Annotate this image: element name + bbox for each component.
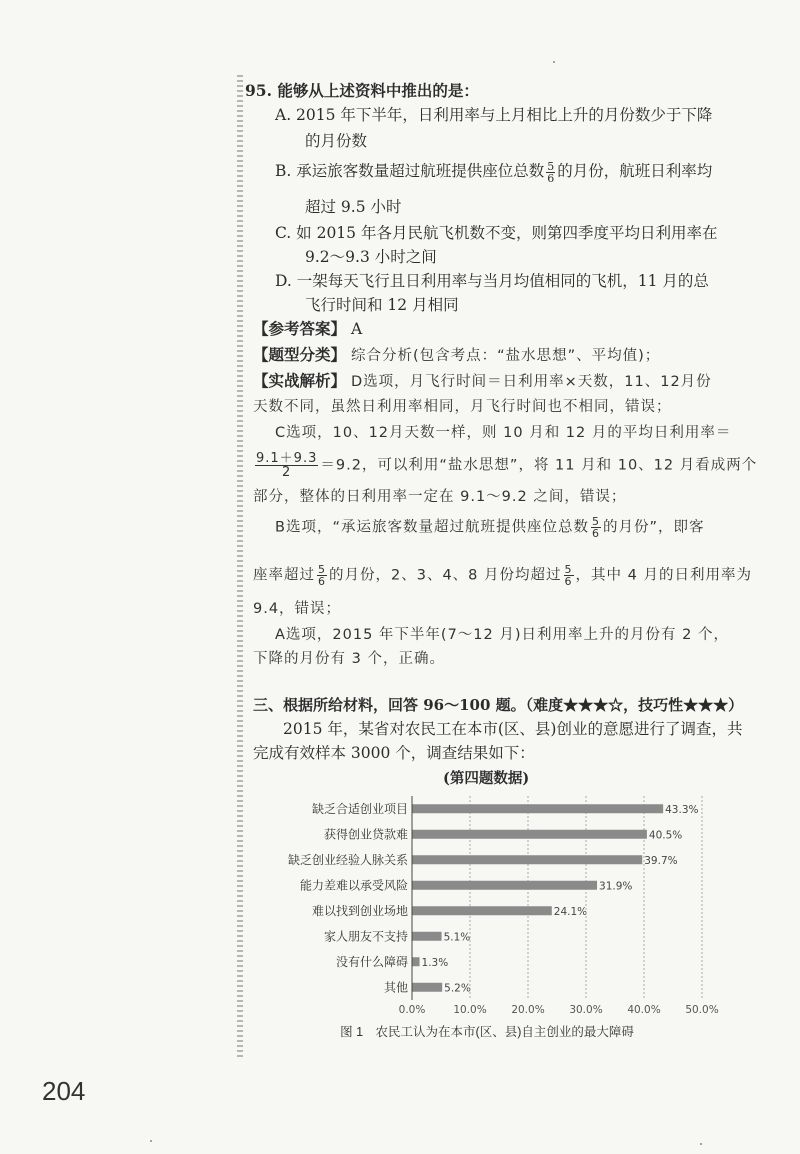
value-label: 43.3% <box>665 803 699 816</box>
category-label: 没有什么障碍 <box>335 954 408 969</box>
fraction-avg: $\frac{9.1+9.3}{2}$ <box>256 451 318 480</box>
chart-caption: 图 1 农民工认为在本市(区、县)自主创业的最大障碍 <box>340 1025 634 1039</box>
category-label: 其他 <box>383 980 408 995</box>
bar <box>412 957 420 966</box>
answer-value: A <box>350 320 363 338</box>
page-number: 204 <box>42 1076 86 1106</box>
value-label: 1.3% <box>421 956 449 969</box>
value-label: 24.1% <box>553 905 588 918</box>
analysis-line7 <box>253 564 752 587</box>
analysis-line7-c: ，其中 4 月的日利用率为 <box>575 567 752 584</box>
option-b-line1 <box>275 160 712 184</box>
analysis-line7-b: 的月份，2、3、4、8 月份均超过 <box>329 567 562 584</box>
bar <box>412 983 442 992</box>
analysis-line6-a: B选项，“承运旅客数量超过航班提供座位总数 <box>275 519 589 536</box>
analysis-label: 【实战解析】 <box>253 371 347 390</box>
option-a-line1: A. 2015 年下半年，日利用率与上月相比上升的月份数少于下降 <box>275 106 713 124</box>
option-c-line2: 9.2～9.3 小时之间 <box>305 248 437 266</box>
section3-intro-line1: 2015 年，某省对农民工在本市(区、县)创业的意愿进行了调查，共 <box>283 720 743 738</box>
bar <box>412 881 597 890</box>
analysis-line3: C选项，10、12月天数一样，则 10 月和 12 月的平均日利用率＝ <box>275 425 732 441</box>
analysis-line9: A选项，2015 年下半年(7～12 月)日利用率上升的月份有 2 个， <box>275 627 729 643</box>
q95-stem: 95. 能够从上述资料中推出的是： <box>245 81 479 100</box>
value-label: 5.1% <box>443 931 471 944</box>
type-label: 【题型分类】 <box>253 345 347 364</box>
analysis-line4 <box>253 452 757 479</box>
x-tick-label: 50.0% <box>685 1004 719 1016</box>
analysis-line8: 9.4，错误； <box>253 601 342 617</box>
analysis-line6 <box>275 516 704 539</box>
bar <box>412 804 663 813</box>
bar <box>412 855 642 864</box>
scan-speck <box>150 1140 152 1142</box>
x-tick-label: 0.0% <box>398 1004 426 1016</box>
value-label: 39.7% <box>644 854 678 867</box>
fraction-five-sixths: $\frac{5}{6}$ <box>547 159 555 185</box>
x-tick-label: 20.0% <box>511 1004 545 1016</box>
answer-row <box>253 318 362 340</box>
option-d-line1: D. 一架每天飞行且日利用率与当月均值相同的飞机，11 月的总 <box>275 272 709 290</box>
bar <box>412 906 552 915</box>
answer-label: 【参考答案】 <box>253 319 347 338</box>
analysis-line10: 下降的月份有 3 个，正确。 <box>253 651 445 667</box>
x-tick-label: 10.0% <box>453 1004 487 1016</box>
left-margin-rule <box>237 75 243 1060</box>
scan-speck <box>700 1143 702 1145</box>
type-text: 综合分析(包含考点：“盐水思想”、平均值)； <box>350 348 661 364</box>
category-label: 缺乏合适创业项目 <box>311 801 408 816</box>
section3-heading: 三、根据所给材料，回答 96～100 题。（难度★★★☆，技巧性★★★） <box>253 696 744 714</box>
option-a-line2: 的月份数 <box>305 132 368 150</box>
category-label: 难以找到创业场地 <box>311 903 408 918</box>
option-b-line2: 超过 9.5 小时 <box>305 198 402 216</box>
fraction-five-sixths-2: $\frac{5}{6}$ <box>591 515 600 540</box>
option-d-line2: 飞行时间和 12 月相同 <box>305 296 459 314</box>
fraction-five-sixths-3: $\frac{5}{6}$ <box>318 563 326 588</box>
bar <box>412 830 647 839</box>
option-c-line1: C. 如 2015 年各月民航飞机数不变，则第四季度平均日利用率在 <box>275 224 718 242</box>
data-title: (第四题数据) <box>443 770 530 787</box>
value-label: 40.5% <box>648 829 683 842</box>
category-label: 缺乏创业经验人脉关系 <box>287 852 408 867</box>
x-tick-label: 40.0% <box>627 1004 661 1016</box>
option-b-text-b: 的月份，航班日利率均 <box>557 162 713 180</box>
analysis-line5: 部分，整体的日利用率一定在 9.1～9.2 之间，错误； <box>253 489 627 505</box>
analysis-line2: 天数不同，虽然日利用率相同，月飞行时间也不相同，错误； <box>253 399 672 415</box>
section3-intro-line2: 完成有效样本 3000 个，调查结果如下： <box>253 744 535 762</box>
type-row <box>253 344 660 367</box>
value-label: 5.2% <box>444 982 471 995</box>
analysis-row <box>253 370 712 393</box>
analysis-line1: D选项，月飞行时间＝日利用率×天数，11、12月份 <box>350 374 712 390</box>
category-label: 能力差难以承受风险 <box>299 878 408 893</box>
fraction-five-sixths-4: $\frac{5}{6}$ <box>564 563 573 588</box>
category-label: 家人朋友不支持 <box>323 929 408 944</box>
option-b-text-a: B. 承运旅客数量超过航班提供座位总数 <box>275 162 545 180</box>
analysis-line4-text: ＝9.2，可以利用“盐水思想”，将 11 月和 10、12 月看成两个 <box>320 457 758 474</box>
analysis-line6-b: 的月份”，即客 <box>602 519 705 536</box>
category-label: 获得创业贷款难 <box>323 827 408 842</box>
bar <box>412 932 442 941</box>
obstacle-bar-chart <box>250 790 730 1045</box>
scan-speck <box>553 61 555 63</box>
x-tick-label: 30.0% <box>569 1004 603 1016</box>
analysis-line7-a: 座率超过 <box>253 567 315 584</box>
value-label: 31.9% <box>599 880 633 893</box>
